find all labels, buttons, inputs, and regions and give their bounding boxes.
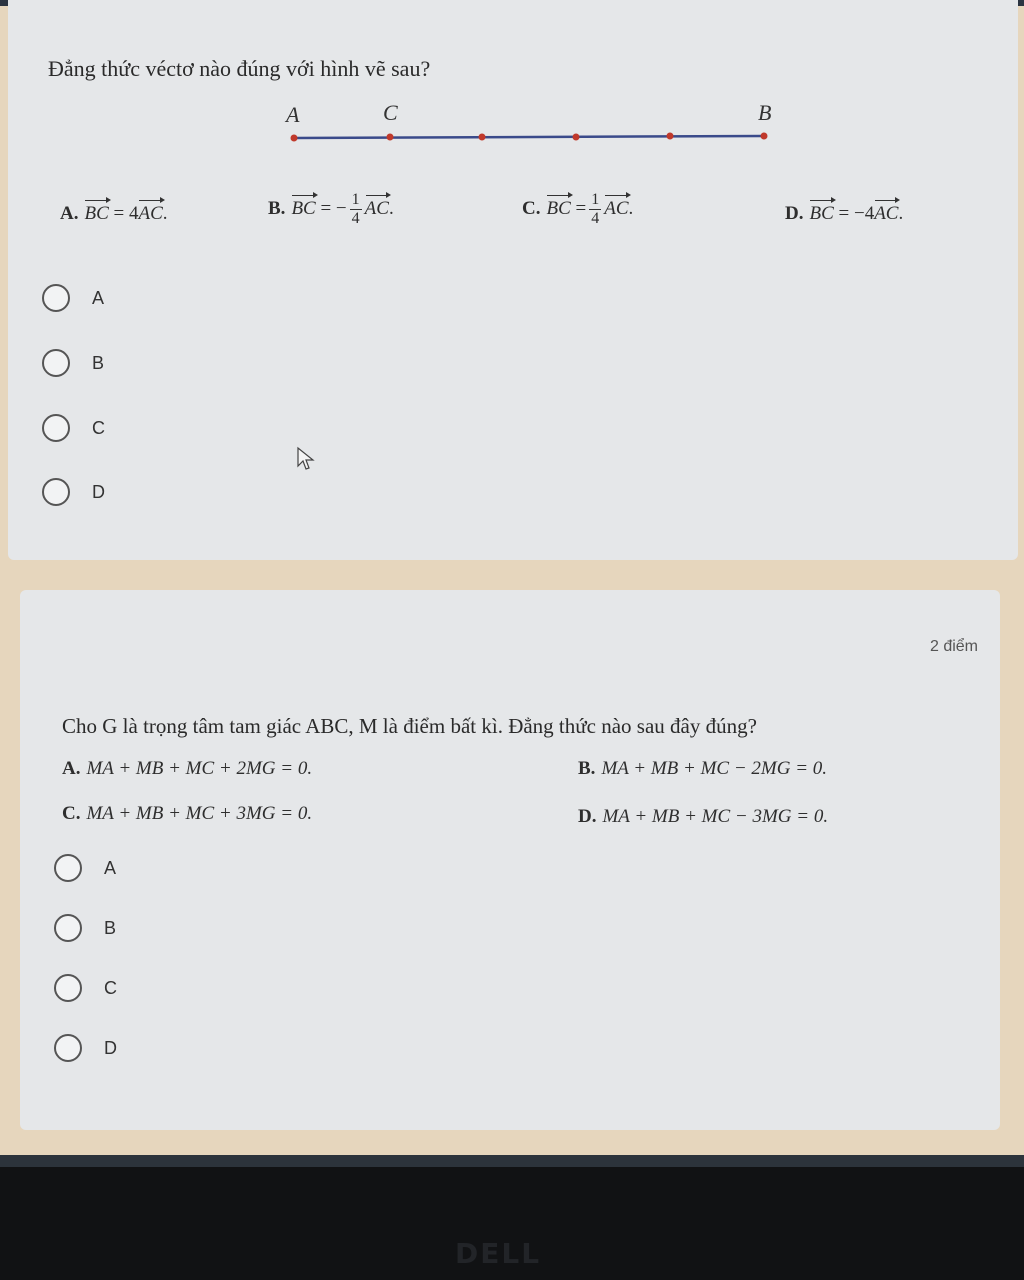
q2-choice-c: C. MA + MB + MC + 3MG = 0. bbox=[62, 803, 313, 824]
figure-label-a: A bbox=[286, 102, 300, 127]
tick-point bbox=[573, 134, 580, 141]
option-label: C bbox=[92, 417, 105, 438]
q2-option-c[interactable] bbox=[54, 974, 117, 1002]
monitor-bezel bbox=[0, 1155, 1024, 1280]
question-card-1 bbox=[8, 0, 1018, 560]
radio-button[interactable] bbox=[42, 414, 70, 442]
mouse-pointer-icon bbox=[296, 446, 316, 472]
segment-ab bbox=[294, 136, 764, 138]
option-label: C bbox=[104, 977, 117, 998]
radio-button[interactable] bbox=[54, 1034, 82, 1062]
point-c bbox=[387, 134, 394, 141]
radio-button[interactable] bbox=[54, 854, 82, 882]
radio-button[interactable] bbox=[42, 284, 70, 312]
figure-label-b: B bbox=[758, 100, 772, 125]
q2-option-b[interactable] bbox=[54, 914, 116, 942]
radio-button[interactable] bbox=[42, 349, 70, 377]
option-label: A bbox=[104, 857, 117, 878]
radio-button[interactable] bbox=[54, 914, 82, 942]
q1-option-d[interactable] bbox=[42, 478, 105, 506]
point-b bbox=[761, 133, 768, 140]
q2-option-a[interactable] bbox=[54, 854, 116, 882]
q1-choice-a: A. BC = 4AC. bbox=[60, 203, 168, 224]
points-label: 2 điểm bbox=[929, 638, 978, 655]
question-2-text: Cho G là trọng tâm tam giác ABC, M là điểm bất kì. Đẳng thức nào sau đây đúng? bbox=[62, 714, 757, 738]
option-label: B bbox=[104, 917, 117, 938]
radio-button[interactable] bbox=[54, 974, 82, 1002]
taskbar-strip bbox=[0, 1155, 1024, 1167]
q2-choice-d: D. MA + MB + MC − 3MG = 0. bbox=[578, 806, 829, 827]
q2-choice-a: A. MA + MB + MC + 2MG = 0. bbox=[62, 758, 313, 779]
figure-label-c: C bbox=[383, 100, 398, 125]
option-label: D bbox=[92, 481, 105, 502]
radio-button[interactable] bbox=[42, 478, 70, 506]
q2-option-d[interactable] bbox=[54, 1034, 117, 1062]
option-label: D bbox=[104, 1037, 117, 1058]
q1-option-b[interactable] bbox=[42, 349, 104, 377]
q1-option-a[interactable] bbox=[42, 284, 104, 312]
q1-option-c[interactable] bbox=[42, 414, 105, 442]
point-a bbox=[291, 135, 298, 142]
option-label: B bbox=[92, 352, 105, 373]
tick-point bbox=[479, 134, 486, 141]
monitor-logo: DELL bbox=[455, 1237, 542, 1270]
q2-choice-b: B. MA + MB + MC − 2MG = 0. bbox=[578, 758, 828, 779]
question-1-text: Đẳng thức véctơ nào đúng với hình vẽ sau? bbox=[48, 56, 431, 81]
tick-point bbox=[667, 133, 674, 140]
number-line-figure bbox=[270, 90, 790, 160]
question-card-2 bbox=[20, 590, 1000, 1130]
q1-choice-d: D. BC = −4AC. bbox=[785, 203, 904, 224]
q1-choice-c: C. BC = $\frac{1}{4}$ AC. bbox=[522, 191, 634, 227]
q1-choice-b: B. BC = − $\frac{1}{4}$ AC. bbox=[268, 191, 394, 227]
option-label: A bbox=[92, 287, 105, 308]
